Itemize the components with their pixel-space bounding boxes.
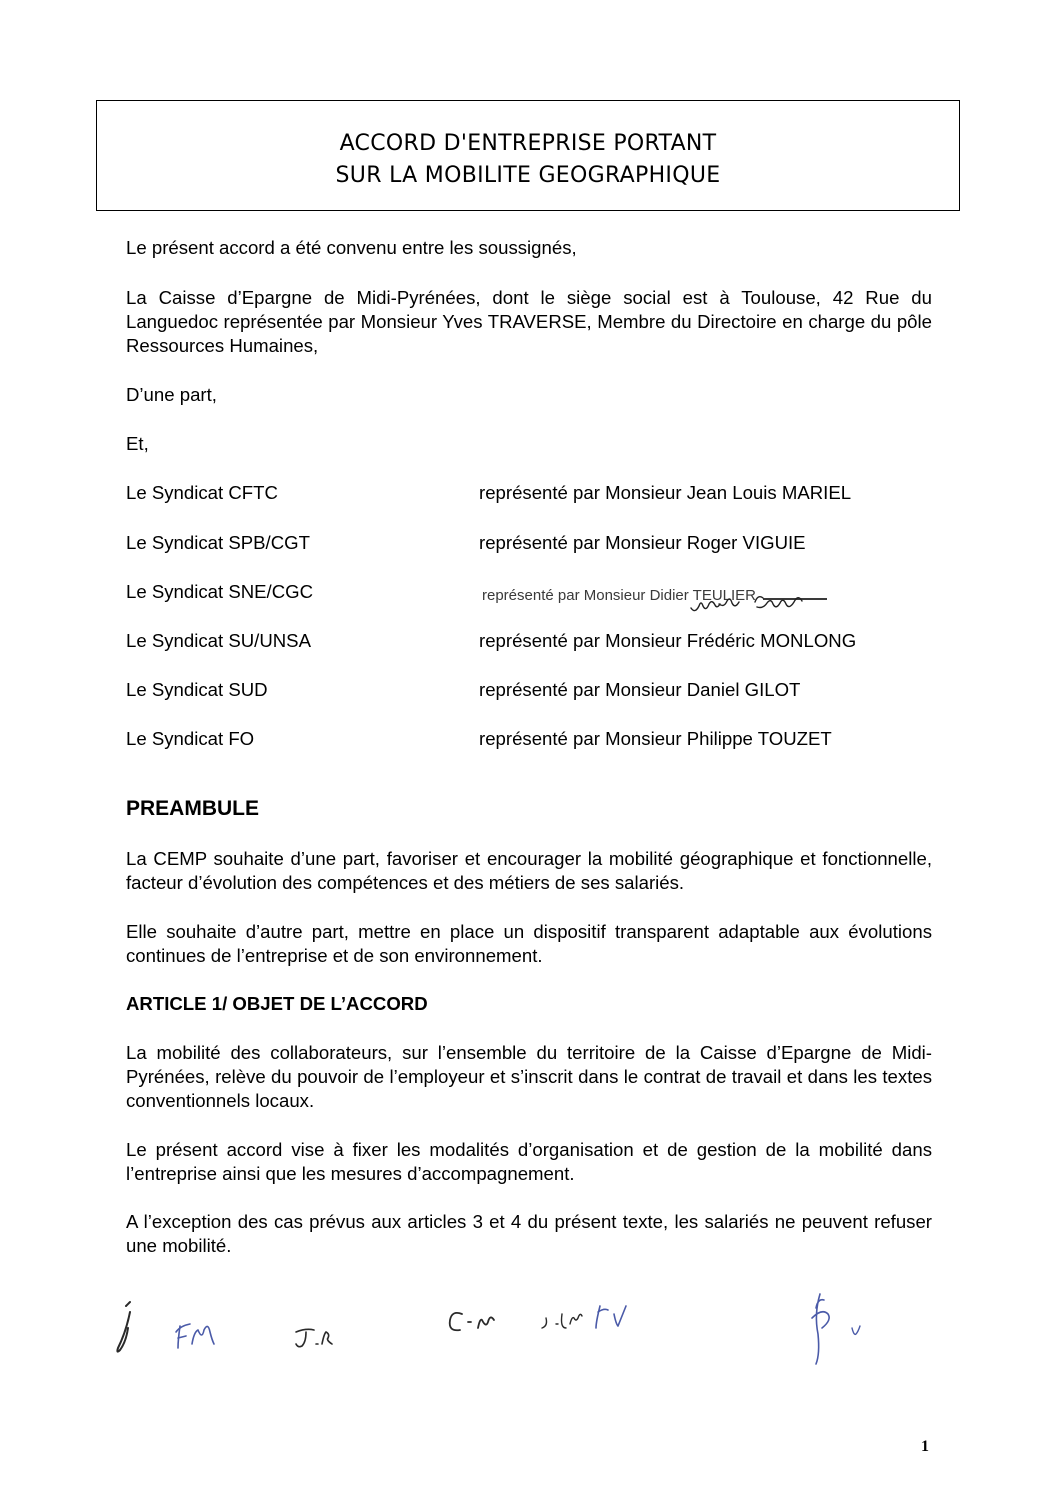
initials-signature-2 [176,1324,214,1348]
article-1-paragraph-2: Le présent accord vise à fixer les modalités d’organisation et de gestion de la mobilité dans l’entreprise ainsi que les mesures d’accompagnement. [126,1139,932,1184]
initials-signature-5 [542,1314,582,1328]
syndicate-name: Le Syndicat SNE/CGC [126,581,314,602]
syndicate-representative: représenté par Monsieur Philippe TOUZET [479,728,832,749]
syndicate-name: Le Syndicat CFTC [126,482,278,503]
title-box [96,100,960,211]
syndicate-representative: représenté par Monsieur Roger VIGUIE [479,532,806,553]
syndicate-name: Le Syndicat SU/UNSA [126,630,311,651]
page-number: 1 [921,1438,929,1455]
syndicate-name: Le Syndicat SUD [126,679,268,700]
syndicate-representative: représenté par Monsieur Jean Louis MARIEL [479,482,852,503]
preambule-paragraph-1: La CEMP souhaite d’une part, favoriser et encourager la mobilité géographique et fonctionnelle, facteur d’évolution des compétences et des métiers de ses salariés. [126,848,932,893]
signature-initials-row [100,1278,900,1378]
article-1-paragraph-1: La mobilité des collaborateurs, sur l’ensemble du territoire de la Caisse d’Epargne de Midi-Pyrénées, relève du pouvoir de l’employeur et s’inscrit dans le contrat de travail et dans les textes conventionnels locaux. [126,1042,932,1111]
initials-signature-7 [812,1294,829,1364]
syndicate-row [126,678,932,702]
title-line-2: SUR LA MOBILITE GEOGRAPHIQUE [335,163,721,188]
dune-part-text: D’une part, [126,384,217,405]
initials-signature-8 [852,1326,860,1334]
title-line-1: ACCORD D'ENTREPRISE PORTANT [339,131,717,156]
initials-signature-1 [117,1302,130,1352]
article-1-paragraph-3: A l’exception des cas prévus aux articles 3 et 4 du présent texte, les salariés ne peuvent refuser une mobilité. [126,1211,932,1256]
syndicate-name: Le Syndicat FO [126,728,255,749]
scanned-representative-correction [477,578,845,618]
syndicate-row [126,629,932,653]
preambule-heading: PREAMBULE [126,797,260,820]
initials-signature-3 [296,1329,332,1346]
article-1-heading: ARTICLE 1/ OBJET DE L’ACCORD [126,993,428,1014]
syndicate-row [126,481,932,505]
syndicate-representative: représenté par Monsieur Daniel GILOT [479,679,801,700]
intro-text: Le présent accord a été convenu entre les soussignés, [126,237,577,258]
syndicate-representative: représenté par Monsieur Didier TEULIER [482,587,757,604]
initials-signature-4 [450,1313,494,1330]
company-paragraph: La Caisse d’Epargne de Midi-Pyrénées, dont le siège social est à Toulouse, 42 Rue du Languedoc représentée par Monsieur Yves TRAVERSE, Membre du Directoire en charge du pôle Ressources Humaines, [126,287,932,356]
syndicate-name: Le Syndicat SPB/CGT [126,532,310,553]
initials-signature-6 [596,1306,626,1328]
syndicate-row [126,531,932,555]
syndicate-row [126,727,932,751]
handwritten-name-correction [685,580,835,620]
preambule-paragraph-2: Elle souhaite d’autre part, mettre en place un dispositif transparent adaptable aux évolutions continues de l’entreprise et de son environnement. [126,921,932,966]
et-text: Et, [126,433,149,454]
syndicate-representative: représenté par Monsieur Frédéric MONLONG [479,630,857,651]
